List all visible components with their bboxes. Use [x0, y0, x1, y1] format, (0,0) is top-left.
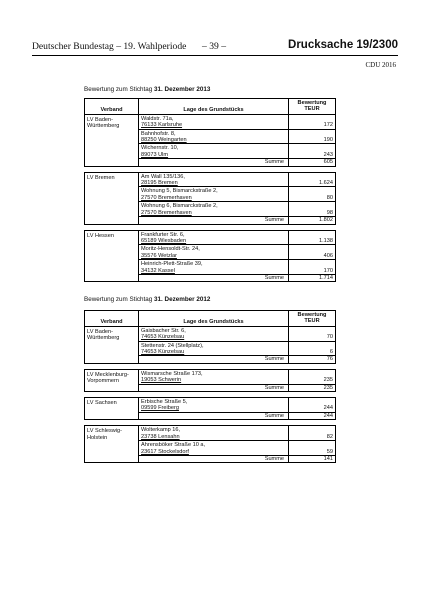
verband-cell — [85, 369, 139, 391]
verband-line: Württemberg — [87, 335, 120, 342]
verband-cell — [85, 114, 139, 166]
value-cell: 59 — [289, 441, 336, 456]
column-header-bewertung — [289, 99, 336, 115]
address-line: Gaisbacher Str. 6, — [141, 327, 186, 334]
address-line: Heinrich-Plett-Straße 39, — [141, 261, 203, 268]
address-cell — [139, 187, 289, 202]
address-line: 23617 Stockelsdorf — [141, 448, 189, 455]
address-line: Moritz-Hensoldt-Str. 24, — [141, 246, 200, 253]
sum-label: Summe — [139, 274, 289, 281]
section1-caption-date: 31. Dezember 2013 — [154, 86, 211, 93]
address-line: 74653 Künzelsau — [141, 349, 185, 356]
sum-value: 1.802 — [289, 217, 336, 224]
verband-line: LV Baden- — [87, 328, 114, 335]
address-line: Waldstr. 71a, — [141, 115, 174, 122]
verband-line: LV Bremen — [87, 174, 115, 181]
address-cell — [139, 260, 289, 275]
table-row — [85, 369, 336, 384]
verband-cell — [85, 172, 139, 224]
address-line: 09599 Freiberg — [141, 405, 179, 412]
address-line: Bahnhofstr. 8, — [141, 130, 176, 137]
address-line: 35576 Wetzlar — [141, 252, 177, 259]
address-line: Frankfurter Str. 6, — [141, 231, 185, 238]
column-header-verband: Verband — [85, 311, 139, 327]
value-cell: 1.138 — [289, 230, 336, 245]
table-row — [85, 398, 336, 413]
address-line: 89073 Ulm — [141, 151, 169, 158]
section2-table — [84, 310, 336, 463]
value-cell: 1.624 — [289, 172, 336, 187]
address-cell — [139, 341, 289, 356]
address-line: Stettenstr. 24 (Stellplatz), — [141, 342, 204, 349]
address-line: 34132 Kassel — [141, 267, 175, 274]
address-line: 76133 Karlsruhe — [141, 122, 183, 129]
address-line: 27570 Bremerhaven — [141, 209, 192, 216]
verband-line: LV Hessen — [87, 232, 114, 239]
address-cell — [139, 398, 289, 413]
address-line: Wismarsche Straße 173, — [141, 370, 203, 377]
verband-line: LV Sachsen — [87, 400, 117, 407]
header-drucksache-prefix: Drucksache 19/ — [288, 39, 373, 51]
address-line: 27570 Bremerhaven — [141, 194, 192, 201]
address-line: 28195 Bremen — [141, 180, 178, 187]
table-row — [85, 230, 336, 245]
sum-value: 1.714 — [289, 274, 336, 281]
address-line: Erbische Straße 5, — [141, 399, 188, 406]
column-header-bewertung-line2: TEUR — [304, 106, 320, 113]
table-header-row — [85, 99, 336, 115]
address-line: Wohnung 5, Bismarckstraße 2, — [141, 188, 218, 195]
address-cell — [139, 441, 289, 456]
sum-value: 244 — [289, 412, 336, 419]
section2-caption-prefix: Bewertung zum Stichtag — [84, 296, 155, 303]
address-line: 74653 Künzelsau — [141, 334, 185, 341]
verband-cell — [85, 326, 139, 363]
verband-cell — [85, 426, 139, 463]
address-cell — [139, 326, 289, 341]
address-line: 19053 Schwerin — [141, 377, 182, 384]
column-header-bewertung-line1: Bewertung — [297, 312, 327, 318]
verband-line: Holstein — [87, 434, 108, 441]
table-row — [85, 326, 336, 341]
value-cell: 406 — [289, 245, 336, 260]
address-cell — [139, 230, 289, 245]
header-drucksache — [288, 39, 398, 51]
sum-label: Summe — [139, 356, 289, 363]
address-line: Wichernstr. 10, — [141, 145, 179, 152]
value-cell: 190 — [289, 129, 336, 144]
table-row — [85, 114, 336, 129]
address-line: 65189 Wiesbaden — [141, 237, 187, 244]
table-header-row — [85, 311, 336, 327]
sum-label: Summe — [139, 412, 289, 419]
sum-label: Summe — [139, 159, 289, 166]
sum-label: Summe — [139, 384, 289, 391]
column-header-bewertung — [289, 311, 336, 327]
address-cell — [139, 114, 289, 129]
value-cell: 70 — [289, 326, 336, 341]
section1-table — [84, 98, 336, 282]
sum-value: 235 — [289, 384, 336, 391]
sum-value: 141 — [289, 455, 336, 462]
address-line: Wohnung 6, Bismarckstraße 2, — [141, 203, 218, 210]
header-drucksache-number: 2300 — [372, 39, 398, 51]
header-page-number: – 39 – — [202, 41, 226, 52]
address-cell — [139, 202, 289, 217]
sum-value: 76 — [289, 356, 336, 363]
value-cell: 6 — [289, 341, 336, 356]
verband-cell — [85, 398, 139, 420]
address-cell — [139, 245, 289, 260]
value-cell: 170 — [289, 260, 336, 275]
section1-caption-prefix: Bewertung zum Stichtag — [84, 86, 155, 93]
value-cell: 82 — [289, 426, 336, 441]
address-line: Ahrensböker Straße 10 a, — [141, 442, 206, 449]
value-cell: 172 — [289, 114, 336, 129]
section1-caption — [84, 86, 210, 93]
address-line: 88250 Weingarten — [141, 137, 187, 144]
header-publisher: Deutscher Bundestag – 19. Wahlperiode — [32, 41, 187, 52]
sum-value: 605 — [289, 159, 336, 166]
address-cell — [139, 369, 289, 384]
verband-line: LV Mecklenburg- — [87, 371, 129, 378]
address-cell — [139, 144, 289, 159]
verband-line: Vorpommern — [87, 378, 120, 385]
column-header-bewertung-line2: TEUR — [304, 318, 320, 325]
value-cell: 80 — [289, 187, 336, 202]
address-line: Am Wall 135/136, — [141, 173, 185, 180]
section2-caption — [84, 296, 210, 303]
address-line: 23738 Lensahn — [141, 433, 180, 440]
column-header-verband: Verband — [85, 99, 139, 115]
section2-caption-date: 31. Dezember 2012 — [154, 296, 211, 303]
value-cell: 243 — [289, 144, 336, 159]
sum-label: Summe — [139, 455, 289, 462]
verband-line: Württemberg — [87, 123, 120, 130]
column-header-lage: Lage des Grundstücks — [139, 99, 289, 115]
table-row — [85, 172, 336, 187]
verband-line: LV Schleswig- — [87, 428, 123, 435]
party-label: CDU 2016 — [365, 61, 396, 69]
column-header-bewertung-line1: Bewertung — [297, 100, 327, 106]
verband-line: LV Baden- — [87, 116, 114, 123]
address-cell — [139, 129, 289, 144]
column-header-lage: Lage des Grundstücks — [139, 311, 289, 327]
address-line: Wolterkamp 16, — [141, 427, 181, 434]
value-cell: 244 — [289, 398, 336, 413]
address-cell — [139, 172, 289, 187]
sum-label: Summe — [139, 217, 289, 224]
value-cell: 98 — [289, 202, 336, 217]
verband-cell — [85, 230, 139, 282]
address-cell — [139, 426, 289, 441]
value-cell: 235 — [289, 369, 336, 384]
page-header — [32, 41, 398, 56]
table-row — [85, 426, 336, 441]
